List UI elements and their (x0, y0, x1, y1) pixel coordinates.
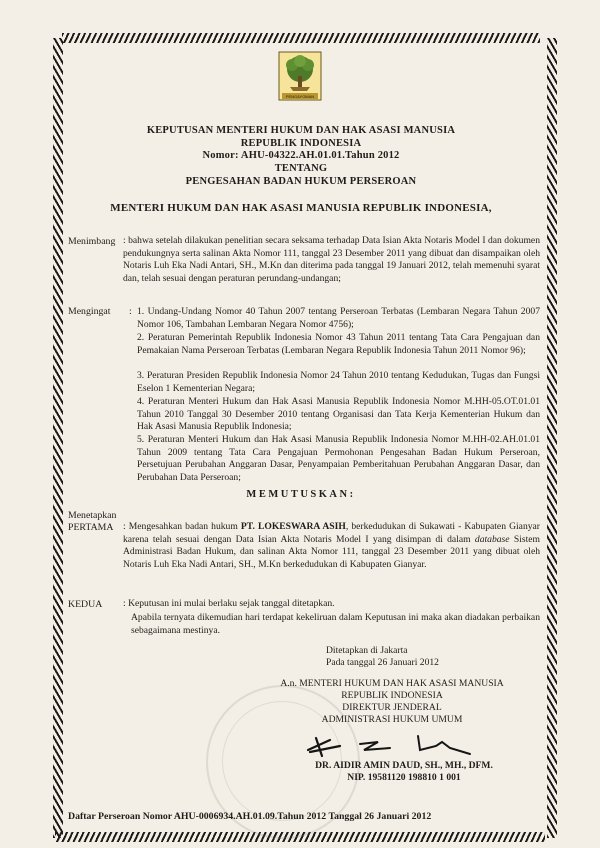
title-line-4: TENTANG (274, 163, 328, 174)
emblem-label: PENGAYOMAN (285, 94, 315, 99)
place-line: Ditetapkan di Jakarta (326, 645, 408, 656)
company-name: PT. LOKESWARA ASIH (240, 521, 346, 532)
decree-subject: PENGESAHAN BADAN HUKUM PERSEROAN (185, 176, 417, 187)
right-border (547, 38, 557, 838)
kedua-label: KEDUA (68, 599, 103, 610)
signatory-line-4: ADMINISTRASI HUKUM UMUM (321, 714, 463, 725)
footer-registry: Daftar Perseroan Nomor AHU-0006934.AH.01.09.Tahun 2012 Tanggal 26 Januari 2012 (68, 811, 432, 822)
mengingat-item-2: 2. Peraturan Pemerintah Republik Indonesia Nomor 43 Tahun 2011 tentang Tata Cara Pengajuan dan Pemakaian Nama Perseroan Terbatas (Lembaran Negara Republik Indonesia Tahun 2011 Nomor 96); (137, 332, 540, 356)
mengingat-item-1: 1. Undang-Undang Nomor 40 Tahun 2007 tentang Perseroan Terbatas (Lembaran Negara Tahun 2007 Nomor 106, Tambahan Lembaran Negara Nomor 4756); (137, 306, 540, 330)
pertama-rest-2: Sistem Administrasi Badan Hukum, dan salinan Akta Nomor 111, tanggal 23 Desember 2011 yang dibuat oleh Notaris Luh Eka Nadi Antari, SH., M.Kn berkedudukan di Kabupaten Gianyar. (123, 533, 540, 570)
pertama-italic: database (474, 533, 510, 545)
pengayoman-emblem-icon (278, 51, 322, 101)
signatory-line-2: REPUBLIK INDONESIA (341, 690, 443, 701)
decree-number: Nomor: AHU-04322.AH.01.01.Tahun 2012 (202, 150, 400, 161)
kedua-line-2: Apabila ternyata dikemudian hari terdapat kekeliruan dalam Keputusan ini maka akan diadakan perbaikan sebagaimana mestinya. (131, 612, 540, 636)
signatory-line-3: DIREKTUR JENDERAL (342, 702, 442, 713)
signatory-line-1: A.n. MENTERI HUKUM DAN HAK ASASI MANUSIA (280, 678, 504, 689)
top-border (62, 33, 540, 43)
mengingat-item-4: 4. Peraturan Menteri Hukum dan Hak Asasi Manusia Republik Indonesia Nomor M.HH-05.OT.01.01 Tahun 2010 Tanggal 30 Desember 2010 tentang Organisasi dan Tata Kerja Kementerian Hukum dan Hak Asasi Manusia Republik Indonesia; (137, 396, 540, 433)
menimbang-text: : bahwa setelah dilakukan penelitian secara seksama terhadap Data Isian Akta Notaris Model I dan dokumen pendukungnya serta salinan Akta Nomor 111, tanggal 23 Desember 2011 yang dibuat dan disampaikan oleh Notaris Luh Eka Nadi Antari, SH., M.Kn dan diterima pada tanggal 19 Januari 2012, telah memenuhi syarat dan, telah sesuai dengan peraturan perundang-undangan; (123, 235, 540, 284)
pertama-rest-1: , berkedudukan di Sukawati - Kabupaten Gianyar karena telah sesuai dengan Data Isian Akta Notaris Model I yang disimpan di dalam (123, 521, 540, 545)
memutuskan-heading: MEMUTUSKAN: (246, 489, 356, 500)
signature-icon (300, 726, 480, 762)
menetapkan-label: Menetapkan (68, 510, 117, 521)
date-line: Pada tanggal 26 Januari 2012 (326, 657, 439, 668)
signatory-nip: NIP. 19581120 198810 1 001 (347, 772, 461, 783)
mengingat-colon: : (129, 306, 132, 317)
minister-heading: MENTERI HUKUM DAN HAK ASASI MANUSIA REPUBLIK INDONESIA, (110, 202, 492, 214)
kedua-line-1: : Keputusan ini mulai berlaku sejak tanggal ditetapkan. (123, 598, 335, 609)
title-line-2: REPUBLIK INDONESIA (240, 138, 362, 149)
pertama-prefix: : Mengesahkan badan hukum (123, 521, 241, 532)
pertama-label: PERTAMA (68, 522, 114, 533)
pertama-text (123, 521, 540, 571)
mengingat-item-3: 3. Peraturan Presiden Republik Indonesia Nomor 24 Tahun 2010 tentang Kedudukan, Tugas dan Fungsi Eselon 1 Kementerian Negara; (137, 370, 540, 394)
signatory-name: DR. AIDIR AMIN DAUD, SH., MH., DFM. (315, 760, 493, 771)
mengingat-item-5: 5. Peraturan Menteri Hukum dan Hak Asasi Manusia Republik Indonesia Nomor M.HH-02.AH.01.01 Tahun 2009 tentang Tata Cara Pengajuan Permohonan Pengesahan Badan Hukum Perseroan, Persetujuan Perubahan Anggaran Dasar, Penyampaian Pemberitahuan Perubahan Anggaran Dasar, dan Perubahan Data Perseroan; (137, 434, 540, 483)
title-line-1: KEPUTUSAN MENTERI HUKUM DAN HAK ASASI MANUSIA (146, 125, 456, 136)
mengingat-label: Mengingat (68, 306, 111, 317)
menimbang-label: Menimbang (68, 236, 116, 247)
